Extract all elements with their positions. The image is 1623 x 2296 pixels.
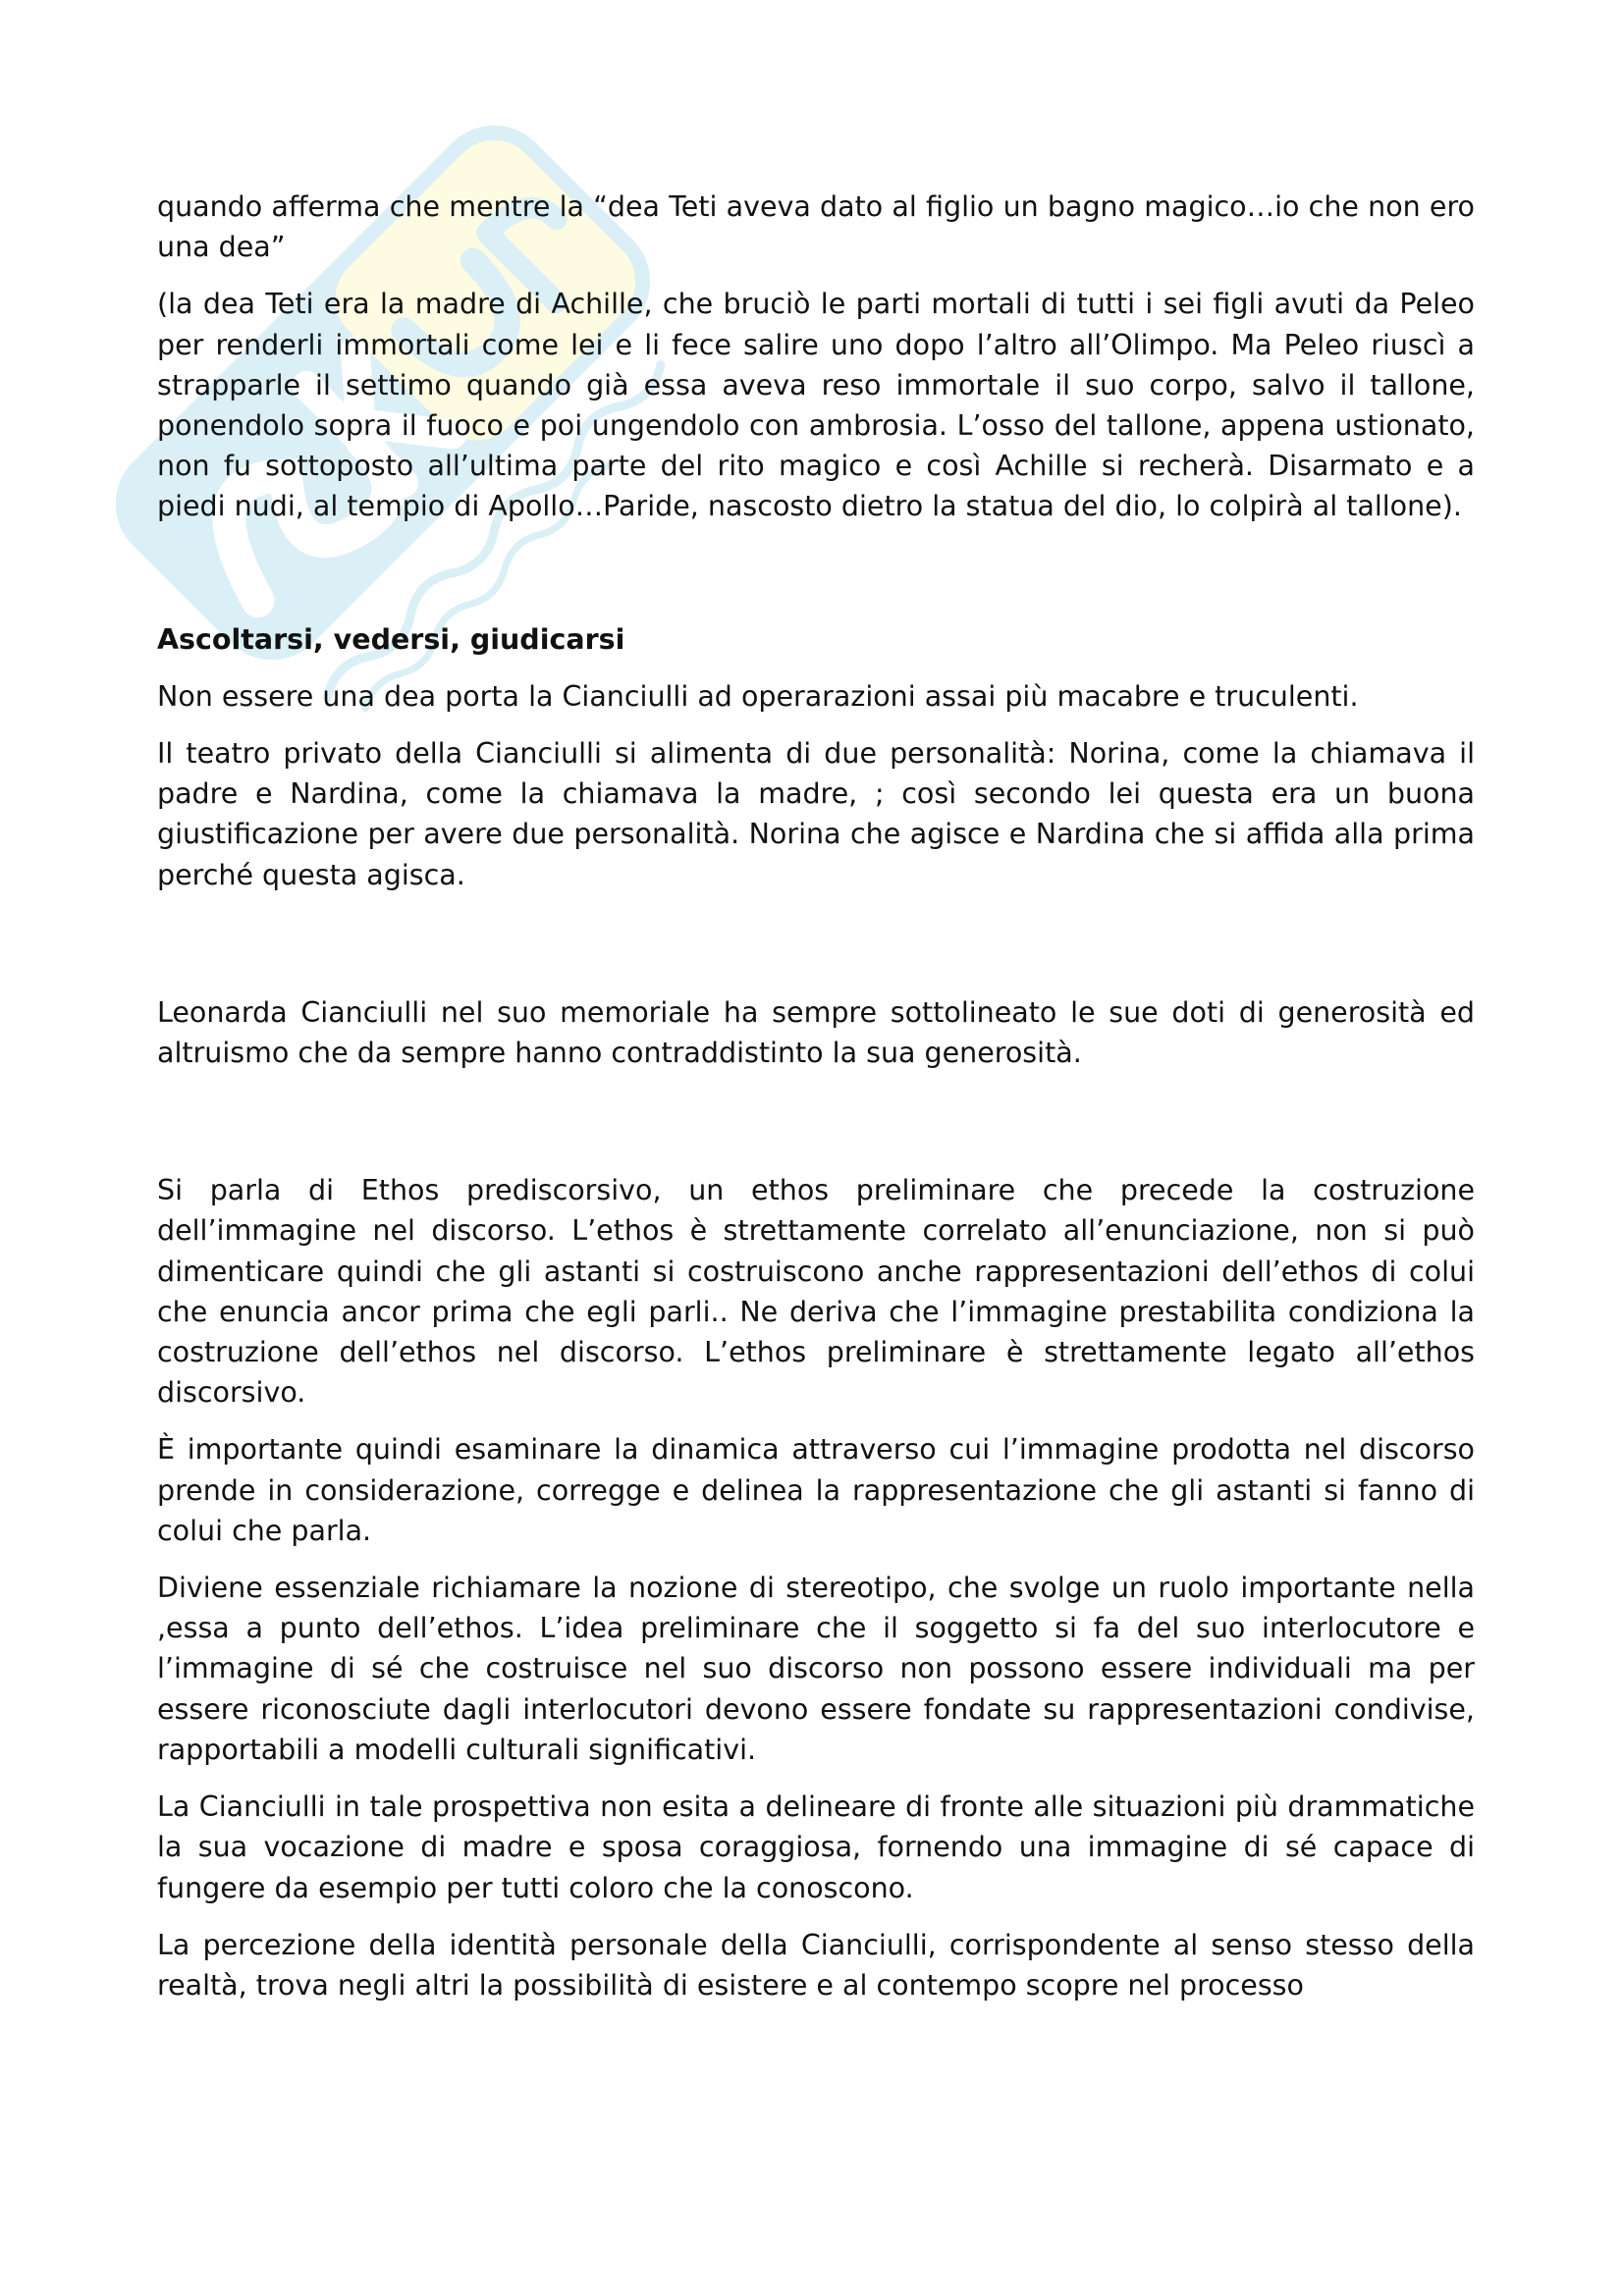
section-heading: Ascoltarsi, vedersi, giudicarsi: [157, 622, 625, 656]
document-page: [157, 187, 1475, 2005]
paragraph-madre-sposa: La Cianciulli in tale prospettiva non esita a delineare di fronte alle situazioni più drammatiche la sua vocazione di madre e sposa coraggiosa, fornendo una immagine di sé capace di fungere da esempio per tutti coloro che la conoscono.: [157, 1790, 1475, 1904]
paragraph-stereotipo: Diviene essenziale richiamare la nozione di stereotipo, che svolge un ruolo importante nella ,essa a punto dell’ethos. L’idea preliminare che il soggetto si fa del suo interlocutore e l’immagine di sé che costruisce nel suo discorso non possono essere individuali ma per essere riconosciute dagli interlocutori devono essere fondate su rappresentazioni condivise, rapportabili a modelli culturali significativi.: [157, 1572, 1475, 1766]
paragraph-non-essere-dea: Non essere una dea porta la Cianciulli ad operarazioni assai più macabre e truculenti.: [157, 679, 1359, 713]
paragraph-ethos-prediscorsivo: Si parla di Ethos prediscorsivo, un ethos preliminare che precede la costruzione dell’immagine nel discorso. L’ethos è strettamente correlato all’enunciazione, non si può dimenticare quindi che gli astanti si costruiscono anche rappresentazioni dell’ethos di colui che enuncia ancor prima che egli parli.. Ne deriva che l’immagine prestabilita condiziona la costruzione dell’ethos nel discorso. L’ethos preliminare è strettamente legato all’ethos discorsivo.: [157, 1174, 1475, 1410]
paragraph-teatro-privato: Il teatro privato della Cianciulli si alimenta di due personalità: Norina, come la chiamava il padre e Nardina, come la chiamava la madre, ; così secondo lei questa era un buona giustificazione per avere due personalità. Norina che agisce e Nardina che si affida alla prima perché questa agisca.: [157, 737, 1475, 891]
paragraph-dinamica-immagine: È importante quindi esaminare la dinamica attraverso cui l’immagine prodotta nel discorso prende in considerazione, corregge e delinea la rappresentazione che gli astanti si fanno di colui che parla.: [157, 1433, 1475, 1547]
paragraph-memoriale: Leonarda Cianciulli nel suo memoriale ha sempre sottolineato le sue doti di generosità ed altruismo che da sempre hanno contraddistinto la sua generosità.: [157, 995, 1475, 1070]
paragraph-teti-myth: (la dea Teti era la madre di Achille, che bruciò le parti mortali di tutti i sei figli avuti da Peleo per renderli immortali come lei e li fece salire uno dopo l’altro all’Olimpo. Ma Peleo riuscì a strapparle il settimo quando già essa aveva reso immortale il suo corpo, salvo il tallone, ponendolo sopra il fuoco e poi ungendolo con ambrosia. L’osso del tallone, appena ustionato, non fu sottoposto all’ultima parte del rito magico e così Achille si recherà. Disarmato e a piedi nudi, al tempio di Apollo…Paride, nascosto dietro la statua del dio, lo colpirà al tallone).: [157, 288, 1475, 523]
paragraph-achille-quote: quando afferma che mentre la “dea Teti aveva dato al figlio un bagno magico…io che non ero una dea”: [157, 190, 1475, 264]
paragraph-percezione-identita: La percezione della identità personale della Cianciulli, corrispondente al senso stesso della realtà, trova negli altri la possibilità di esistere e al contempo scopre nel processo: [157, 1928, 1475, 2002]
